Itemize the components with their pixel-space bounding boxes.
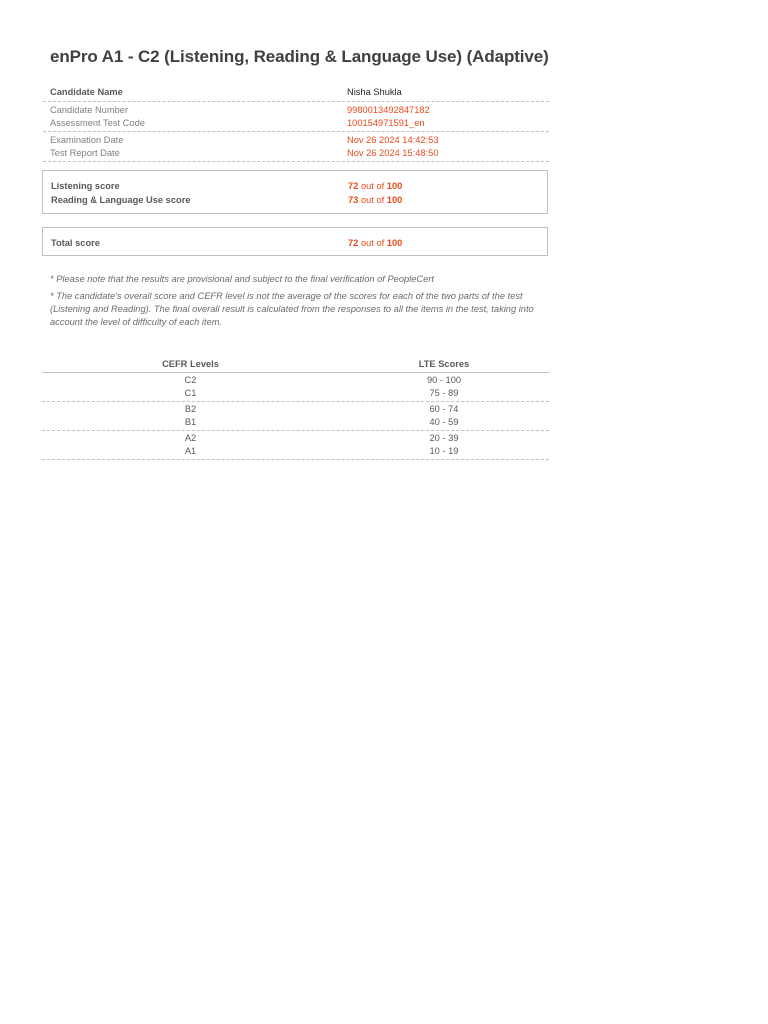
- cefr-level: C1: [184, 388, 197, 398]
- table-row: [42, 403, 549, 416]
- assessment-code-label: Assessment Test Code: [50, 117, 145, 128]
- candidate-number-row: [43, 104, 549, 117]
- cefr-levels-header: CEFR Levels: [162, 359, 219, 369]
- lte-score-range: 20 - 39: [429, 433, 459, 443]
- cefr-level: B2: [184, 404, 197, 414]
- overall-score-note: * The candidate's overall score and CEFR level is not the average of the scores for each of the two parts of the test (Listening and Reading). The final overall result is calculated from the responses to all the items in the test, taking into account the level of difficulty of each item.: [50, 291, 534, 327]
- cefr-level: B1: [184, 417, 197, 427]
- listening-score-value: [348, 179, 402, 193]
- candidate-number-group: [43, 102, 549, 132]
- table-row: [42, 374, 549, 387]
- lte-score-range: 40 - 59: [429, 417, 459, 427]
- candidate-name-value: Nisha Shukla: [347, 87, 402, 97]
- exam-date-row: [43, 134, 549, 147]
- out-of-text: out of: [360, 238, 385, 248]
- report-date-label: Test Report Date: [50, 147, 120, 158]
- total-score-box: [42, 227, 548, 256]
- out-of-text: out of: [360, 181, 385, 191]
- cefr-group-c: [42, 373, 549, 402]
- candidate-name-label: Candidate Name: [50, 87, 123, 97]
- section-scores-box: [42, 170, 548, 214]
- table-row: [42, 445, 549, 458]
- exam-date-label: Examination Date: [50, 135, 124, 145]
- dates-group: [43, 132, 549, 162]
- listening-score-row: [43, 179, 547, 193]
- candidate-number-value: 9980013492847182: [347, 105, 430, 115]
- cefr-level: A1: [184, 446, 197, 456]
- total-score-value: [348, 236, 402, 250]
- cefr-table-header: [42, 357, 549, 373]
- listening-score-max: 100: [386, 181, 403, 191]
- cefr-table: [42, 357, 549, 460]
- assessment-code-row: [43, 117, 549, 130]
- reading-score-value: [348, 193, 402, 207]
- candidate-number-label: Candidate Number: [50, 105, 129, 115]
- lte-score-range: 90 - 100: [426, 375, 462, 385]
- cefr-level: C2: [184, 375, 197, 385]
- candidate-name-group: [43, 83, 549, 102]
- reading-score-row: [43, 193, 547, 207]
- out-of-text: out of: [360, 195, 385, 205]
- exam-date-value: Nov 26 2024 14:42:53: [347, 135, 439, 145]
- report-date-value: Nov 26 2024 15:48:50: [347, 147, 439, 158]
- lte-score-range: 75 - 89: [429, 388, 459, 398]
- lte-score-range: 60 - 74: [429, 404, 459, 414]
- listening-score: 72: [348, 181, 359, 191]
- table-row: [42, 416, 549, 429]
- total-score-row: [43, 236, 547, 250]
- lte-score-range: 10 - 19: [429, 446, 459, 456]
- total-score-label: Total score: [51, 238, 100, 248]
- total-score: 72: [348, 238, 359, 248]
- candidate-info: [43, 83, 549, 162]
- total-score-max: 100: [386, 238, 403, 248]
- notes-section: [50, 273, 545, 333]
- report-title: enPro A1 - C2 (Listening, Reading & Language Use) (Adaptive): [50, 47, 549, 66]
- cefr-group-a: [42, 431, 549, 460]
- candidate-name-row: [43, 85, 549, 99]
- cefr-level: A2: [184, 433, 197, 443]
- table-row: [42, 432, 549, 445]
- assessment-code-value: 100154971591_en: [347, 117, 425, 128]
- listening-score-label: Listening score: [51, 181, 120, 191]
- report-date-row: [43, 147, 549, 160]
- lte-scores-header: LTE Scores: [418, 359, 470, 369]
- reading-score: 73: [348, 195, 359, 205]
- provisional-note: * Please note that the results are provisional and subject to the final verification of PeopleCert: [50, 274, 434, 284]
- cefr-group-b: [42, 402, 549, 431]
- reading-score-max: 100: [386, 195, 403, 205]
- table-row: [42, 387, 549, 400]
- reading-score-label: Reading & Language Use score: [51, 195, 191, 205]
